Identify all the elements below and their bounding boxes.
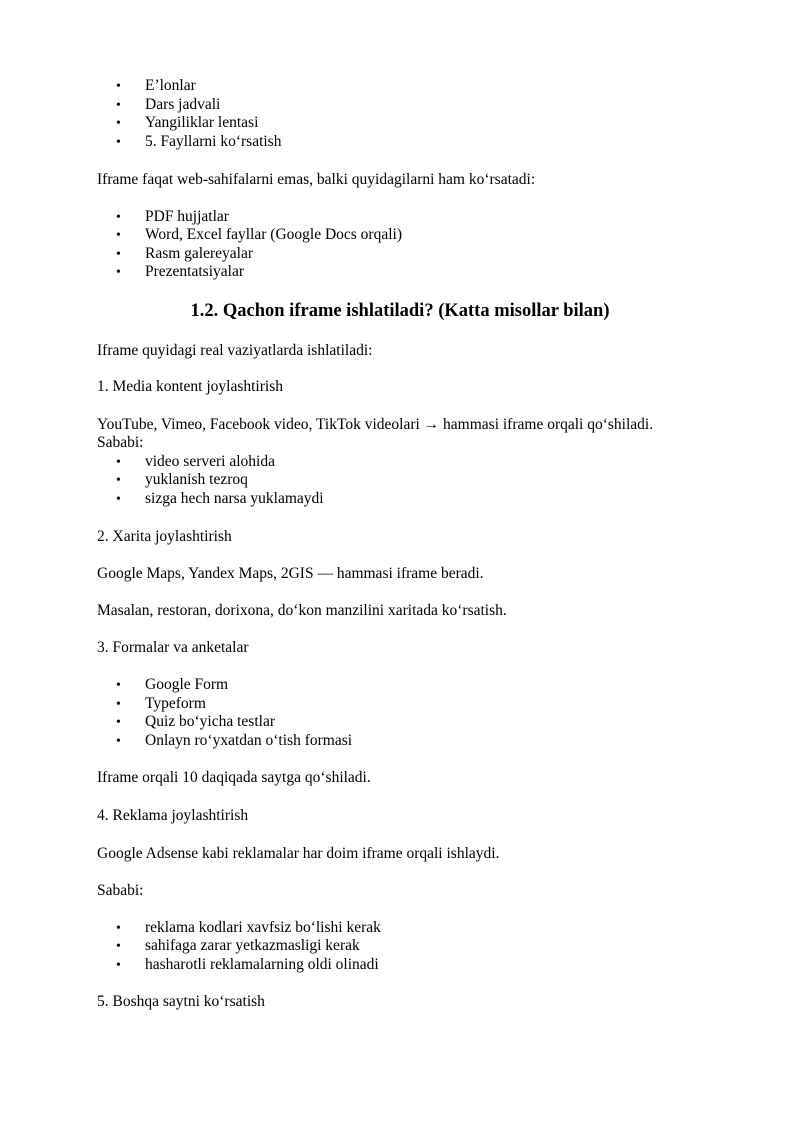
section1-title: 1. Media kontent joylashtirish — [97, 378, 283, 395]
list-item — [116, 96, 220, 115]
section2-text: Google Maps, Yandex Maps, 2GIS — hammasi iframe beradi. — [97, 565, 484, 582]
list-item — [116, 245, 253, 264]
list-item-text: E’lonlar — [145, 77, 196, 94]
list-item — [116, 133, 281, 152]
list-item — [116, 471, 248, 490]
bullet-icon: • — [116, 116, 121, 131]
section2-title: 2. Xarita joylashtirish — [97, 528, 232, 545]
section1-reason-label: Sababi: — [97, 434, 144, 451]
section4-title: 4. Reklama joylashtirish — [97, 807, 249, 824]
bullet-icon: • — [116, 135, 121, 150]
list-item — [116, 732, 352, 751]
list-item-text: Dars jadvali — [145, 96, 221, 113]
section2-example: Masalan, restoran, dorixona, do‘kon manzilini xaritada ko‘rsatish. — [97, 602, 507, 619]
list-item-text: video serveri alohida — [145, 453, 275, 470]
list-item-text: Typeform — [145, 695, 206, 712]
bullet-icon: • — [116, 958, 121, 973]
list-item-text: Yangiliklar lentasi — [145, 114, 259, 131]
section-heading: 1.2. Qachon iframe ishlatiladi? (Katta misollar bilan) — [190, 301, 610, 321]
bullet-icon: • — [116, 473, 121, 488]
list-item-text: 5. Fayllarni ko‘rsatish — [145, 133, 282, 150]
list-item — [116, 713, 275, 732]
list-item-text: Rasm galereyalar — [145, 245, 254, 262]
list-item — [116, 453, 275, 472]
bullet-icon: • — [116, 265, 121, 280]
section4-text: Google Adsense kabi reklamalar har doim iframe orqali ishlaydi. — [97, 845, 500, 862]
list-item — [116, 77, 196, 96]
list-item — [116, 676, 228, 695]
bullet-icon: • — [116, 697, 121, 712]
list-item-text: PDF hujjatlar — [145, 208, 229, 225]
list-item — [116, 937, 360, 956]
list-item-text: Google Form — [145, 676, 229, 693]
bullet-icon: • — [116, 79, 121, 94]
bullet-icon: • — [116, 228, 121, 243]
bullet-icon: • — [116, 734, 121, 749]
section1-text: YouTube, Vimeo, Facebook video, TikTok videolari → hammasi iframe orqali qo‘shiladi. — [97, 416, 654, 433]
list-item-text: hasharotli reklamalarning oldi olinadi — [145, 956, 379, 973]
paragraph-iframe-shows: Iframe faqat web-sahifalarni emas, balki quyidagilarni ham ko‘rsatadi: — [97, 171, 536, 188]
bullet-icon: • — [116, 678, 121, 693]
section3-text: Iframe orqali 10 daqiqada saytga qo‘shiladi. — [97, 769, 371, 786]
list-item-text: Quiz bo‘yicha testlar — [145, 713, 275, 730]
bullet-icon: • — [116, 921, 121, 936]
list-item — [116, 226, 402, 245]
list-item — [116, 208, 229, 227]
bullet-icon: • — [116, 455, 121, 470]
list-item-text: reklama kodlari xavfsiz bo‘lishi kerak — [145, 919, 381, 936]
list-item — [116, 919, 381, 938]
list-item — [116, 263, 244, 282]
list-item-text: Onlayn ro‘yxatdan o‘tish formasi — [145, 732, 353, 749]
paragraph-real-cases: Iframe quyidagi real vaziyatlarda ishlatiladi: — [97, 342, 373, 359]
list-item — [116, 956, 379, 975]
list-item — [116, 114, 258, 133]
bullet-icon: • — [116, 715, 121, 730]
list-item-text: Prezentatsiyalar — [145, 263, 244, 280]
section4-reason-label: Sababi: — [97, 882, 144, 899]
bullet-icon: • — [116, 98, 121, 113]
section5-title: 5. Boshqa saytni ko‘rsatish — [97, 993, 265, 1010]
bullet-icon: • — [116, 492, 121, 507]
bullet-icon: • — [116, 939, 121, 954]
list-item-text: sizga hech narsa yuklamaydi — [145, 490, 324, 507]
bullet-icon: • — [116, 210, 121, 225]
section3-title: 3. Formalar va anketalar — [97, 639, 249, 656]
list-item — [116, 695, 206, 714]
bullet-icon: • — [116, 247, 121, 262]
list-item-text: sahifaga zarar yetkazmasligi kerak — [145, 937, 360, 954]
list-item — [116, 490, 324, 509]
list-item-text: yuklanish tezroq — [145, 471, 248, 488]
list-item-text: Word, Excel fayllar (Google Docs orqali) — [145, 226, 402, 243]
